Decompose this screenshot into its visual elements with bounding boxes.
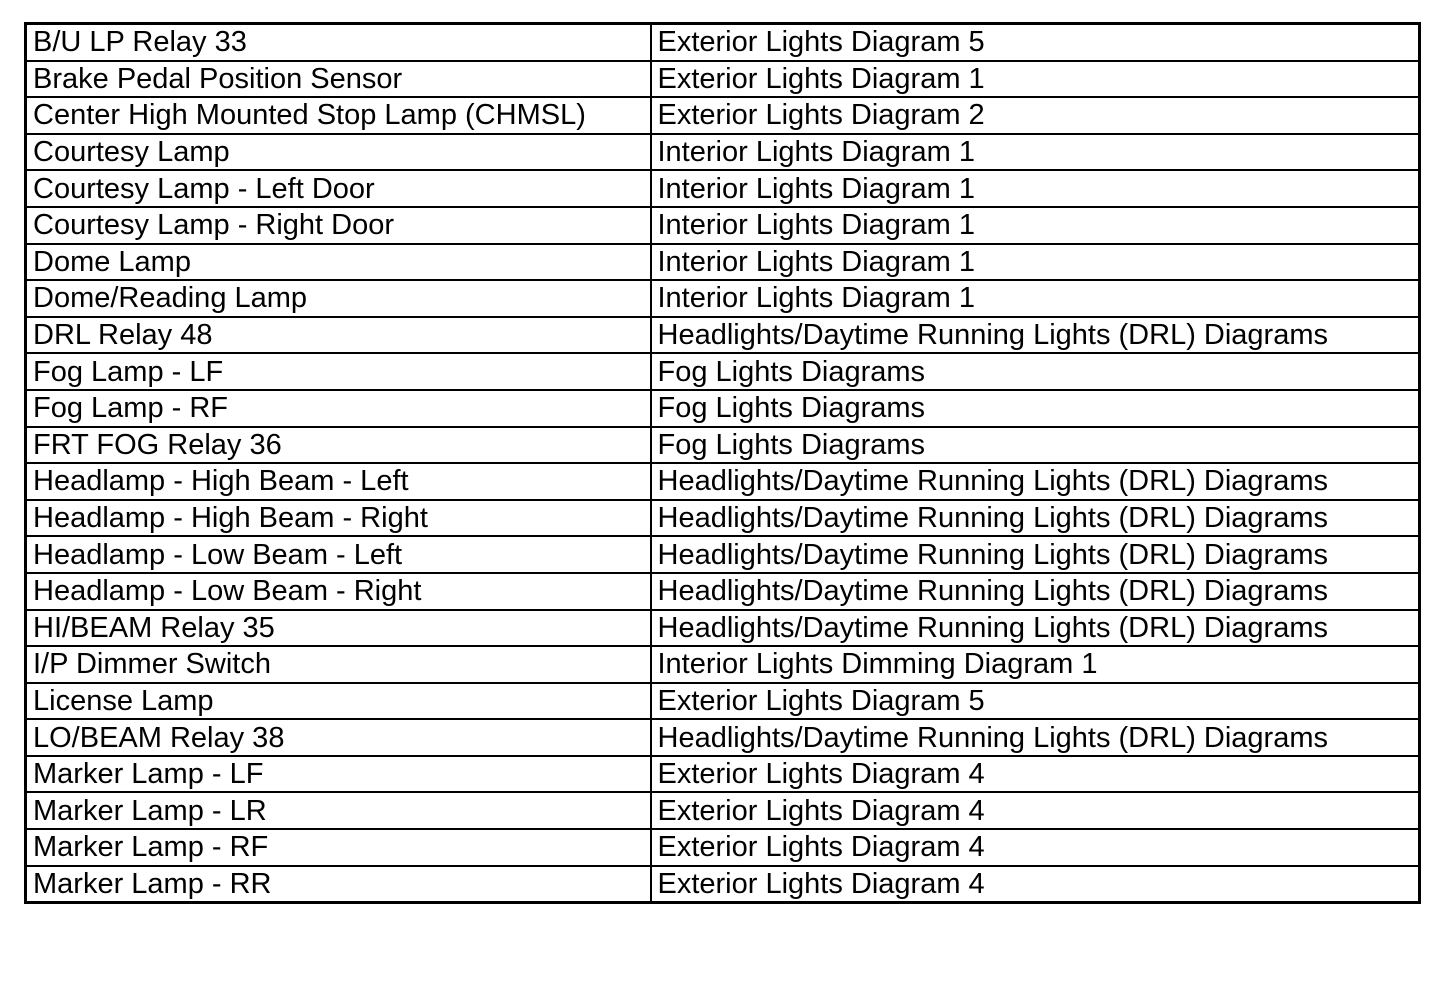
table-row [26,463,1420,500]
component-cell: Courtesy Lamp - Right Door [26,207,651,244]
table-row [26,427,1420,464]
component-cell: Fog Lamp - RF [26,390,651,427]
component-cell: Headlamp - Low Beam - Right [26,573,651,610]
diagram-cell: Interior Lights Diagram 1 [651,170,1420,207]
table-row [26,500,1420,537]
component-index-table [24,22,1421,904]
diagram-cell: Headlights/Daytime Running Lights (DRL) Diagrams [651,463,1420,500]
diagram-cell: Exterior Lights Diagram 4 [651,829,1420,866]
diagram-cell: Fog Lights Diagrams [651,390,1420,427]
diagram-cell: Exterior Lights Diagram 5 [651,683,1420,720]
component-cell: HI/BEAM Relay 35 [26,610,651,647]
component-cell: Courtesy Lamp - Left Door [26,170,651,207]
table-row [26,207,1420,244]
component-cell: License Lamp [26,683,651,720]
component-cell: Brake Pedal Position Sensor [26,61,651,98]
diagram-cell: Interior Lights Dimming Diagram 1 [651,646,1420,683]
table-row [26,134,1420,171]
table-row [26,353,1420,390]
diagram-cell: Interior Lights Diagram 1 [651,207,1420,244]
component-cell: Headlamp - High Beam - Left [26,463,651,500]
table-row [26,573,1420,610]
component-cell: DRL Relay 48 [26,317,651,354]
component-cell: Center High Mounted Stop Lamp (CHMSL) [26,97,651,134]
diagram-cell: Headlights/Daytime Running Lights (DRL) Diagrams [651,536,1420,573]
table-row [26,280,1420,317]
diagram-cell: Headlights/Daytime Running Lights (DRL) Diagrams [651,317,1420,354]
component-cell: Marker Lamp - RF [26,829,651,866]
diagram-cell: Fog Lights Diagrams [651,353,1420,390]
component-cell: Headlamp - High Beam - Right [26,500,651,537]
table-row [26,24,1420,61]
table-row [26,170,1420,207]
table-row [26,244,1420,281]
table-row [26,646,1420,683]
table-row [26,536,1420,573]
diagram-cell: Headlights/Daytime Running Lights (DRL) Diagrams [651,610,1420,647]
component-cell: LO/BEAM Relay 38 [26,719,651,756]
table-row [26,792,1420,829]
diagram-cell: Exterior Lights Diagram 2 [651,97,1420,134]
diagram-cell: Exterior Lights Diagram 4 [651,866,1420,903]
component-cell: Headlamp - Low Beam - Left [26,536,651,573]
diagram-cell: Interior Lights Diagram 1 [651,134,1420,171]
diagram-cell: Headlights/Daytime Running Lights (DRL) Diagrams [651,719,1420,756]
diagram-cell: Fog Lights Diagrams [651,427,1420,464]
component-cell: Marker Lamp - RR [26,866,651,903]
diagram-cell: Headlights/Daytime Running Lights (DRL) Diagrams [651,573,1420,610]
table-row [26,61,1420,98]
table-row [26,610,1420,647]
table-row [26,829,1420,866]
diagram-cell: Exterior Lights Diagram 5 [651,24,1420,61]
component-cell: I/P Dimmer Switch [26,646,651,683]
component-cell: Marker Lamp - LF [26,756,651,793]
diagram-cell: Exterior Lights Diagram 4 [651,792,1420,829]
diagram-cell: Exterior Lights Diagram 1 [651,61,1420,98]
table-row [26,390,1420,427]
component-cell: FRT FOG Relay 36 [26,427,651,464]
table-row [26,866,1420,903]
table-row [26,97,1420,134]
table-body [26,24,1420,903]
component-cell: Marker Lamp - LR [26,792,651,829]
component-cell: Dome/Reading Lamp [26,280,651,317]
component-cell: Courtesy Lamp [26,134,651,171]
diagram-cell: Interior Lights Diagram 1 [651,280,1420,317]
component-cell: B/U LP Relay 33 [26,24,651,61]
diagram-cell: Headlights/Daytime Running Lights (DRL) Diagrams [651,500,1420,537]
component-cell: Dome Lamp [26,244,651,281]
component-cell: Fog Lamp - LF [26,353,651,390]
diagram-cell: Interior Lights Diagram 1 [651,244,1420,281]
diagram-cell: Exterior Lights Diagram 4 [651,756,1420,793]
table-row [26,683,1420,720]
table-row [26,756,1420,793]
table-row [26,719,1420,756]
table-row [26,317,1420,354]
